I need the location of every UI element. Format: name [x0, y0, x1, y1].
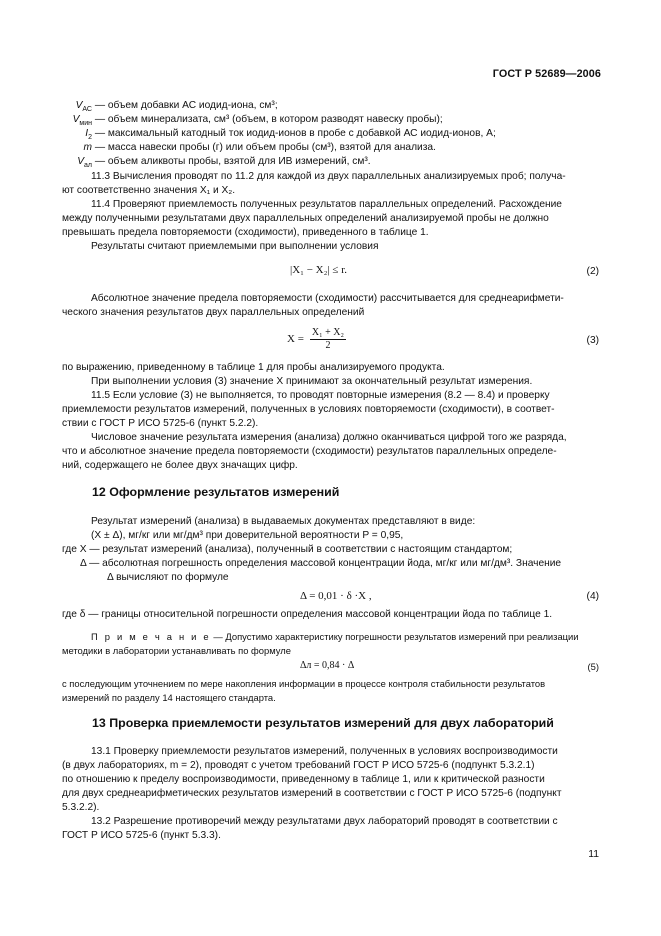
- para-numeric-line1: Числовое значение результата измерения (анализа) должно оканчиваться цифрой того же разряда,: [91, 432, 567, 443]
- formula-3-number: (3): [586, 335, 599, 346]
- para-11-3-line2: ют соответственно значения X₁ и X₂.: [62, 185, 236, 196]
- section-12-delta-line2: Δ вычисляют по формуле: [107, 572, 229, 583]
- para-condition-3: При выполнении условия (3) значение X принимают за окончательный результат измерения.: [91, 376, 533, 387]
- section-13-p2-line1: 13.2 Разрешение противоречий между результатами двух лабораторий проводят в соответствии с: [91, 816, 558, 827]
- section-12-where-x: где X — результат измерений (анализа), полученный в соответствии с настоящим стандартом;: [62, 544, 513, 555]
- para-11-3-line1: 11.3 Вычисления проводят по 11.2 для каждой из двух параллельных анализируемых проб; получа-: [91, 171, 566, 182]
- standard-header: ГОСТ Р 52689—2006: [492, 68, 601, 80]
- note-line3: с последующим уточнением по мере накопления информации в процессе контроля стабильности результатов: [62, 678, 546, 689]
- para-11-4-line3: превышать предела повторяемости (сходимости), приведенного в таблице 1.: [62, 227, 429, 238]
- section-13-p1-line2: (в двух лабораториях, m = 2), проводят с учетом требований ГОСТ Р ИСО 5725-6 (подпункт 5.3.2.1): [62, 760, 535, 771]
- formula-2-number: (2): [586, 266, 599, 277]
- formula-5: Δл = 0,84 · Δ: [300, 660, 355, 671]
- formula-3-fraction: $\frac{\text{X₁ + X₂}}{2}$: [311, 327, 344, 351]
- formula-2: |X₁ − X₂| ≤ r.: [290, 264, 348, 276]
- para-11-5-line3: ствии с ГОСТ Р ИСО 5725-6 (пункт 5.2.2).: [62, 418, 259, 429]
- para-numeric-line3: ний, содержащего не более двух значащих цифр.: [62, 460, 298, 471]
- section-13-p1-line3: по отношению к пределу воспроизводимости, приведенному в таблице 1, или к критической разности: [62, 774, 545, 785]
- section-13-title: 13 Проверка приемлемости результатов измерений для двух лабораторий: [92, 716, 554, 730]
- definition-v-ac: $V_{АС}$ — объем добавки АС иодид-иона, см³;: [75, 100, 278, 114]
- formula-4: Δ = 0,01 · δ ·X ,: [300, 590, 372, 602]
- note-label: П р и м е ч а н и е: [91, 631, 211, 642]
- section-12-title: 12 Оформление результатов измерений: [92, 485, 340, 499]
- para-abs-line1: Абсолютное значение предела повторяемости (сходимости) рассчитывается для среднеарифмети-: [91, 293, 564, 304]
- para-11-5-line1: 11.5 Если условие (3) не выполняется, то проводят повторные измерения (8.2 — 8.4) и проверку: [91, 390, 550, 401]
- section-12-delta-line1: Δ — абсолютная погрешность определения массовой концентрации йода, мг/кг или мг/дм³. Значение: [80, 558, 562, 569]
- note-line4: измерений по разделу 14 настоящего стандарта.: [62, 692, 276, 703]
- section-13-p1-line1: 13.1 Проверку приемлемости результатов измерений, полученных в условиях воспроизводимости: [91, 746, 558, 757]
- definition-m: m — масса навески пробы (г) или объем пробы (см³), взятой для анализа.: [83, 142, 436, 153]
- definition-i2: $I_2$ — максимальный катодный ток иодид-ионов в пробе с добавкой АС иодид-ионов, А;: [85, 128, 496, 142]
- para-11-4-line1: 11.4 Проверяют приемлемость полученных результатов параллельных определений. Расхождение: [91, 199, 562, 210]
- note-line2: методики в лаборатории устанавливать по формуле: [62, 645, 291, 656]
- para-11-4-condition: Результаты считают приемлемыми при выполнении условия: [91, 241, 379, 252]
- page-number: 11: [588, 849, 599, 860]
- para-11-5-line2: приемлемости результатов измерений, полученных в условиях повторяемости (сходимости), в соответ-: [62, 404, 555, 415]
- section-13-p1-line4: для двух среднеарифметических результатов измерений в соответствии с ГОСТ Р ИСО 5725-6 (подпункт: [62, 788, 562, 799]
- definition-v-min: $V_{мин}$ — объем минерализата, см³ (объем, в котором разводят навеску пробы);: [72, 114, 443, 128]
- note-line1: П р и м е ч а н и е — Допустимо характеристику погрешности результатов измерений при реализации: [91, 631, 579, 642]
- section-12-form: (X ± Δ), мг/кг или мг/дм³ при доверительной вероятности P = 0,95,: [91, 530, 404, 541]
- para-expression: по выражению, приведенному в таблице 1 для пробы анализируемого продукта.: [62, 362, 445, 373]
- section-12-intro: Результат измерений (анализа) в выдаваемых документах представляют в виде:: [91, 516, 476, 527]
- para-11-4-line2: между полученными результатами двух параллельных определений анализируемой пробы не должно: [62, 213, 549, 224]
- section-13-p2-line2: ГОСТ Р ИСО 5725-6 (пункт 5.3.3).: [62, 830, 221, 841]
- formula-3: X = $\frac{\text{X₁ + X₂}}{2}$: [287, 327, 344, 351]
- section-13-p1-line5: 5.3.2.2).: [62, 802, 100, 813]
- para-abs-line2: ческого значения результатов двух параллельных определений: [62, 307, 365, 318]
- section-12-where-delta: где δ — границы относительной погрешности определения массовой концентрации йода по таблице 1.: [62, 609, 553, 620]
- formula-4-number: (4): [586, 591, 599, 602]
- definition-v-al: $V_{ал}$ — объем аликвоты пробы, взятой для ИВ измерений, см³.: [77, 156, 371, 170]
- formula-5-number: (5): [587, 661, 599, 672]
- para-numeric-line2: что и абсолютное значение предела повторяемости (сходимости) результатов параллельных определе-: [62, 446, 557, 457]
